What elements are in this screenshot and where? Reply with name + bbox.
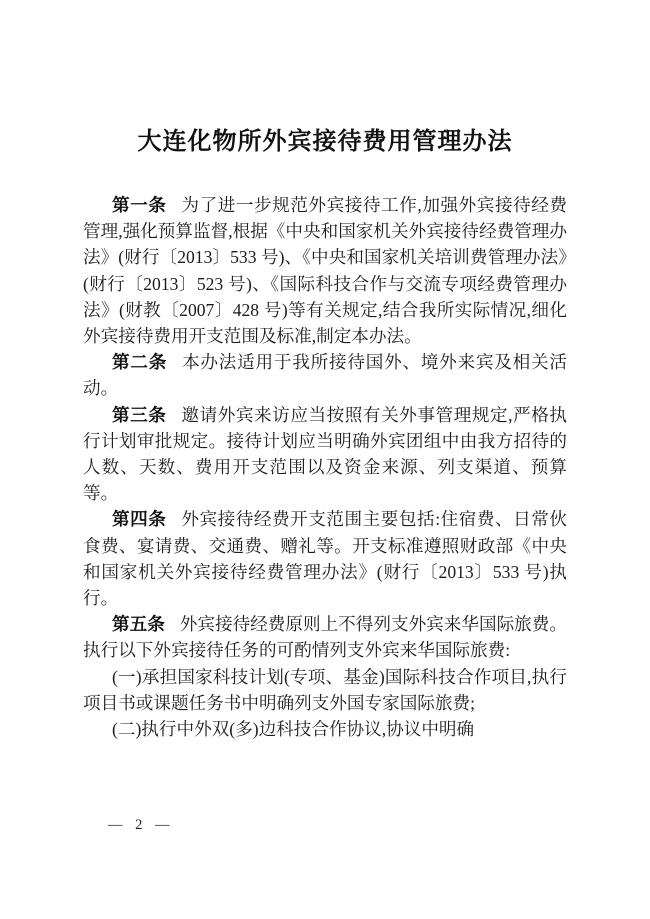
list-item-paragraph-2 <box>83 716 567 742</box>
page-number: — 2 — <box>108 817 170 833</box>
article-paragraph-2 <box>83 349 567 401</box>
article-paragraph-1 <box>83 192 567 349</box>
article-number-label: 第三条 <box>112 404 167 425</box>
article-number-label: 第二条 <box>112 352 168 373</box>
article-number-label: 第五条 <box>112 614 165 635</box>
paragraph-text: 邀请外宾来访应当按照有关外事管理规定,严格执行计划审批规定。接待计划应当明确外宾团组中由我方招待的人数、天数、费用开支范围以及资金来源、列支渠道、预算等。 <box>83 404 567 504</box>
list-item-paragraph-1 <box>83 664 567 716</box>
paragraph-text: 为了进一步规范外宾接待工作,加强外宾接待经费管理,强化预算监督,根据《中央和国家机关外宾接待经费管理办法》(财行〔2013〕533 号)、《中央和国家机关培训费管理办法》(财行〔2013〕523 号)、《国际科技合作与交流专项经费管理办法》(财教〔2007〕428 号)等有关规定,结合我所实际情况,细化外宾接待费用开支范围及标准,制定本办法。 <box>83 195 567 347</box>
paragraph-text: 外宾接待经费原则上不得列支外宾来华国际旅费。执行以下外宾接待任务的可酌情列支外宾来华国际旅费: <box>83 614 567 661</box>
document-body <box>83 192 567 742</box>
article-paragraph-4 <box>83 506 567 611</box>
paragraph-text: (二)执行中外双(多)边科技合作协议,协议中明确 <box>112 719 475 740</box>
paragraph-text: 本办法适用于我所接待国外、境外来宾及相关活动。 <box>83 352 567 399</box>
article-number-label: 第一条 <box>112 195 167 215</box>
article-paragraph-5 <box>83 611 567 663</box>
article-paragraph-3 <box>83 402 567 507</box>
article-number-label: 第四条 <box>112 509 167 530</box>
document-title: 大连化物所外宾接待费用管理办法 <box>137 129 513 155</box>
paragraph-text: (一)承担国家科技计划(专项、基金)国际科技合作项目,执行项目书或课题任务书中明确列支外国专家国际旅费; <box>83 666 567 713</box>
paragraph-text: 外宾接待经费开支范围主要包括:住宿费、日常伙食费、宴请费、交通费、赠礼等。开支标准遵照财政部《中央和国家机关外宾接待经费管理办法》(财行〔2013〕533 号)执行。 <box>83 509 567 609</box>
